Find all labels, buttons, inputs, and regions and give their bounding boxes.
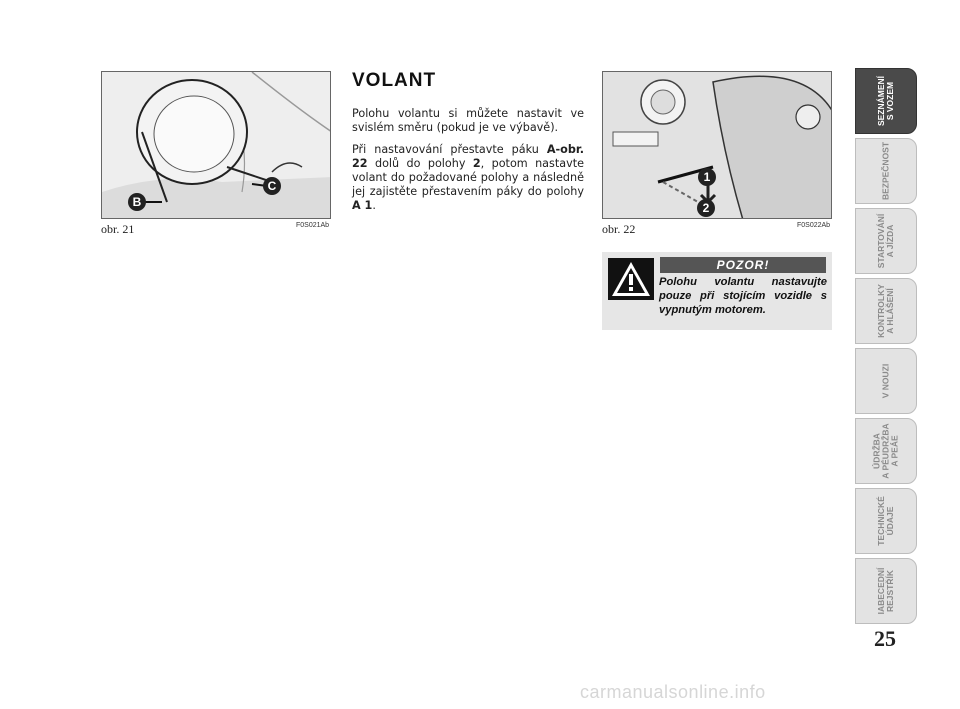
figure-steering-column-side xyxy=(101,71,331,219)
figure-steering-lever xyxy=(602,71,832,219)
tab-bezpecnost[interactable]: BEZPEČNOST xyxy=(855,138,917,204)
callout-c: C xyxy=(263,177,281,195)
callout-2: 2 xyxy=(697,199,715,217)
section-title: VOLANT xyxy=(352,70,437,91)
warning-text: Polohu volantu nastavujte pouze při stojícím vozidle s vypnutým motorem. xyxy=(659,276,827,316)
dashboard-illustration xyxy=(603,72,832,219)
tab-v-nouzi[interactable]: V NOUZI xyxy=(855,348,917,414)
tab-rejstrik[interactable]: IABECEDNÍ REJSTŘÍK xyxy=(855,558,917,624)
warning-box xyxy=(602,252,832,330)
callout-1: 1 xyxy=(698,168,716,186)
warning-heading: POZOR! xyxy=(660,257,826,273)
paragraph: Polohu volantu si můžete nastavit ve svislém směru (pokud je ve výbavě). xyxy=(352,107,584,134)
figure-code: F0S021Ab xyxy=(296,222,330,229)
figure-code: F0S022Ab xyxy=(797,222,831,229)
figure-caption: obr. 22 xyxy=(602,222,636,236)
callout-b: B xyxy=(128,193,146,211)
page-number: 25 xyxy=(874,626,896,651)
tab-technicke-udaje[interactable]: TECHNICKÉ ÚDAJE xyxy=(855,488,917,554)
tab-udrzba[interactable]: ÚDRŽBA A PÉUDRŽBA A PEÁE xyxy=(855,418,917,484)
watermark: carmanualsonline.info xyxy=(580,682,766,702)
tab-kontrolky[interactable]: KONTROLKY A HLÁŠENÍ xyxy=(855,278,917,344)
paragraph-instructions: Při nastavování přestavte páku A-obr. 22 dolů do polohy 2, potom nastavte volant do požadované polohy a následně jej zajistěte přestavením páky do polohy A 1. xyxy=(352,143,584,212)
tab-startovani[interactable]: STARTOVÁNÍ A JÍZDA xyxy=(855,208,917,274)
tab-seznameni[interactable]: SEZNÁMENÍ S VOZEM xyxy=(855,68,917,134)
figure-caption: obr. 21 xyxy=(101,222,135,236)
